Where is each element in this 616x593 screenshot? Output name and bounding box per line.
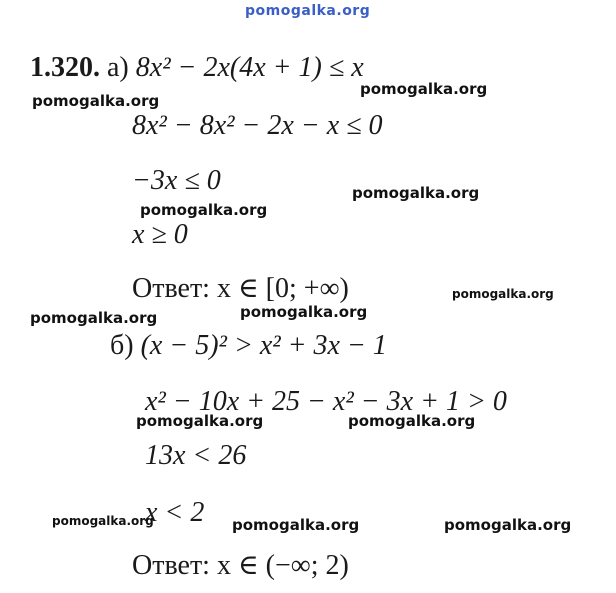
part-a-line-1: 8x² − 2x(4x + 1) ≤ x [135,52,364,83]
problem-line-a1 [30,52,364,84]
part-a-label: а) [107,52,129,83]
watermark: pomogalka.org [140,201,268,219]
part-b-answer: Ответ: x ∈ (−∞; 2) [132,550,349,581]
part-b-line-4: x < 2 [145,497,205,528]
part-b-line-3: 13x < 26 [145,440,247,471]
watermark: pomogalka.org [452,287,554,301]
part-a-line-2: 8x² − 8x² − 2x − x ≤ 0 [132,110,383,141]
watermark: pomogalka.org [30,309,158,327]
watermark: pomogalka.org [52,514,154,528]
part-b-label: б) [110,330,134,361]
watermark: pomogalka.org [360,80,488,98]
watermark: pomogalka.org [232,516,360,534]
part-a-answer: Ответ: x ∈ [0; +∞) [132,273,349,304]
problem-number: 1.320. [30,52,100,83]
watermark: pomogalka.org [240,303,368,321]
part-b-line-1: (x − 5)² > x² + 3x − 1 [140,330,387,361]
watermark: pomogalka.org [136,412,264,430]
watermark: pomogalka.org [444,516,572,534]
watermark: pomogalka.org [352,184,480,202]
watermark: pomogalka.org [348,412,476,430]
part-a-line-4: x ≥ 0 [132,219,188,250]
part-b-line-2: x² − 10x + 25 − x² − 3x + 1 > 0 [145,386,507,417]
watermark: pomogalka.org [32,92,160,110]
part-a-line-3: −3x ≤ 0 [132,165,221,196]
problem-line-b1 [110,330,387,362]
header-watermark: pomogalka.org [245,3,371,19]
